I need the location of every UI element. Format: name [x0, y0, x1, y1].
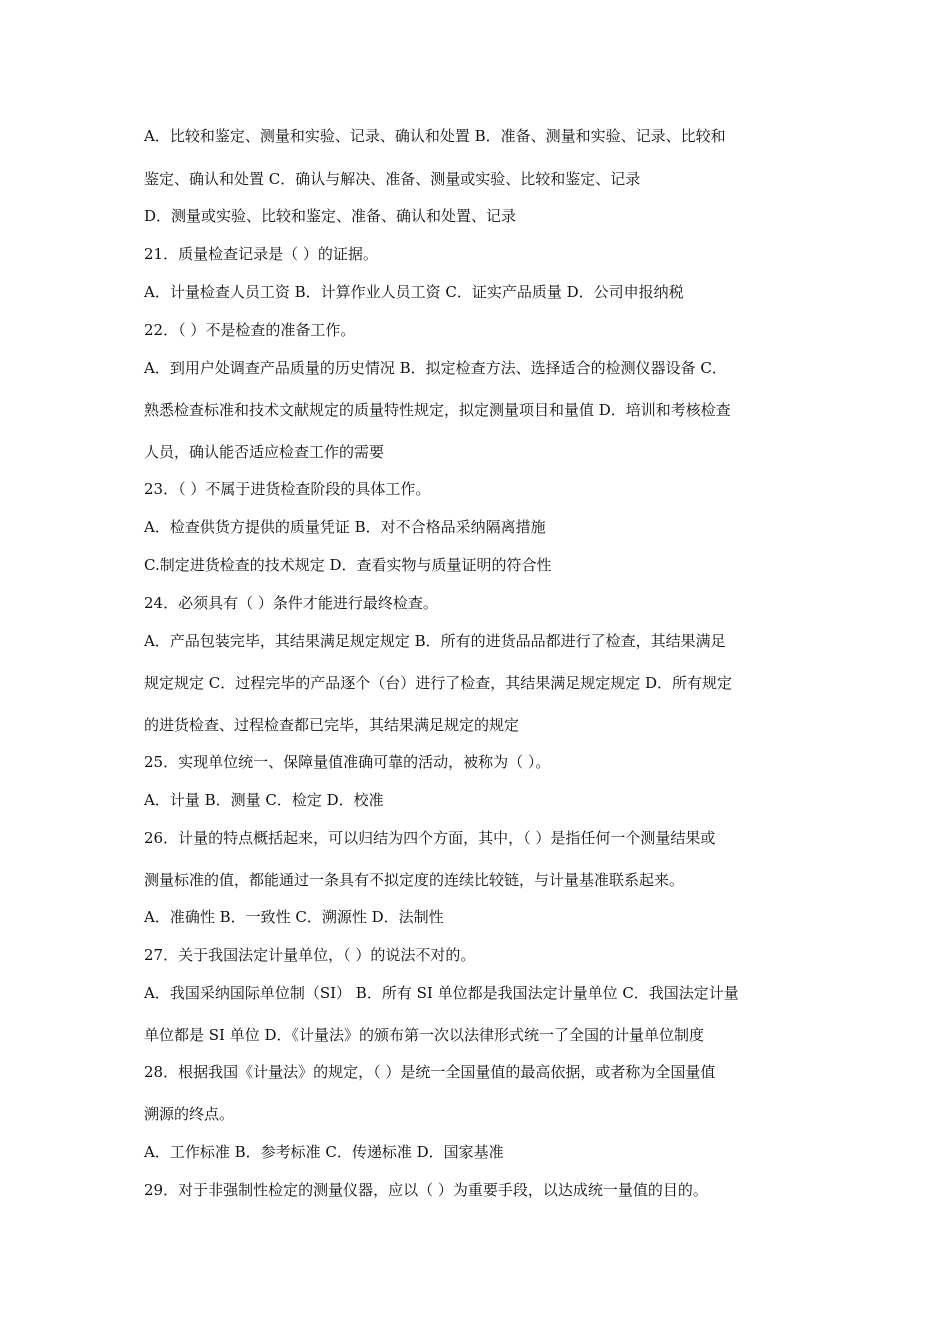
- text-line: 测量标准的值，都能通过一条具有不拟定度的连续比较链，与计量基准联系起来。: [144, 871, 685, 889]
- text-line: 规定规定 C．过程完毕的产品逐个（台）进行了检查，其结果满足规定规定 D．所有规定: [144, 674, 733, 692]
- text-line: C.制定进货检查的技术规定 D．查看实物与质量证明的符合性: [144, 556, 552, 574]
- text-line: A．准确性 B．一致性 C．溯源性 D．法制性: [144, 908, 444, 926]
- text-line: 溯源的终点。: [144, 1105, 235, 1123]
- text-line: A．计量 B．测量 C．检定 D．校准: [144, 791, 384, 809]
- text-line: 25．实现单位统一、保障量值准确可靠的活动，被称为（ ）。: [144, 753, 551, 771]
- text-line: A．我国采纳国际单位制（SI） B．所有 SI 单位都是我国法定计量单位 C．我国法定计量: [144, 984, 739, 1002]
- text-line: 的进货检查、过程检查都已完毕，其结果满足规定的规定: [144, 716, 520, 734]
- text-line: A．计量检查人员工资 B．计算作业人员工资 C．证实产品质量 D．公司申报纳税: [144, 283, 684, 301]
- text-line: A．检查供货方提供的质量凭证 B．对不合格品采纳隔离措施: [144, 518, 546, 536]
- text-line: A．工作标准 B．参考标准 C．传递标准 D．国家基准: [144, 1143, 504, 1161]
- text-line: 24．必须具有（ ）条件才能进行最终检查。: [144, 594, 438, 612]
- text-line: 单位都是 SI 单位 D．《计量法》的颁布第一次以法律形式统一了全国的计量单位制度: [144, 1026, 705, 1044]
- text-line: 人员，确认能否适应检查工作的需要: [144, 443, 385, 461]
- text-line: D．测量或实验、比较和鉴定、准备、确认和处置、记录: [144, 207, 517, 225]
- text-line: 29．对于非强制性检定的测量仪器，应以（ ）为重要手段，以达成统一量值的目的。: [144, 1181, 708, 1199]
- text-line: 27．关于我国法定计量单位，（ ）的说法不对的。: [144, 946, 476, 964]
- text-line: 28．根据我国《计量法》的规定，（ ）是统一全国量值的最高依据，或者称为全国量值: [144, 1063, 716, 1081]
- text-line: 鉴定、确认和处置 C．确认与解决、准备、测量或实验、比较和鉴定、记录: [144, 170, 641, 188]
- text-line: 22．（ ）不是检查的准备工作。: [144, 321, 356, 339]
- text-line: 26．计量的特点概括起来，可以归结为四个方面，其中，（ ）是指任何一个测量结果或: [144, 829, 716, 847]
- text-line: A．产品包装完毕，其结果满足规定规定 B．所有的进货品品都进行了检查，其结果满足: [144, 632, 726, 650]
- text-line: A．比较和鉴定、测量和实验、记录、确认和处置 B．准备、测量和实验、记录、比较和: [144, 127, 726, 145]
- text-line: A．到用户处调查产品质量的历史情况 B．拟定检查方法、选择适合的检测仪器设备 C．: [144, 359, 727, 377]
- text-line: 熟悉检查标准和技术文献规定的质量特性规定，拟定测量项目和量值 D．培训和考核检查: [144, 401, 731, 419]
- text-line: 23．（ ）不属于进货检查阶段的具体工作。: [144, 480, 431, 498]
- text-line: 21．质量检查记录是（ ）的证据。: [144, 245, 378, 263]
